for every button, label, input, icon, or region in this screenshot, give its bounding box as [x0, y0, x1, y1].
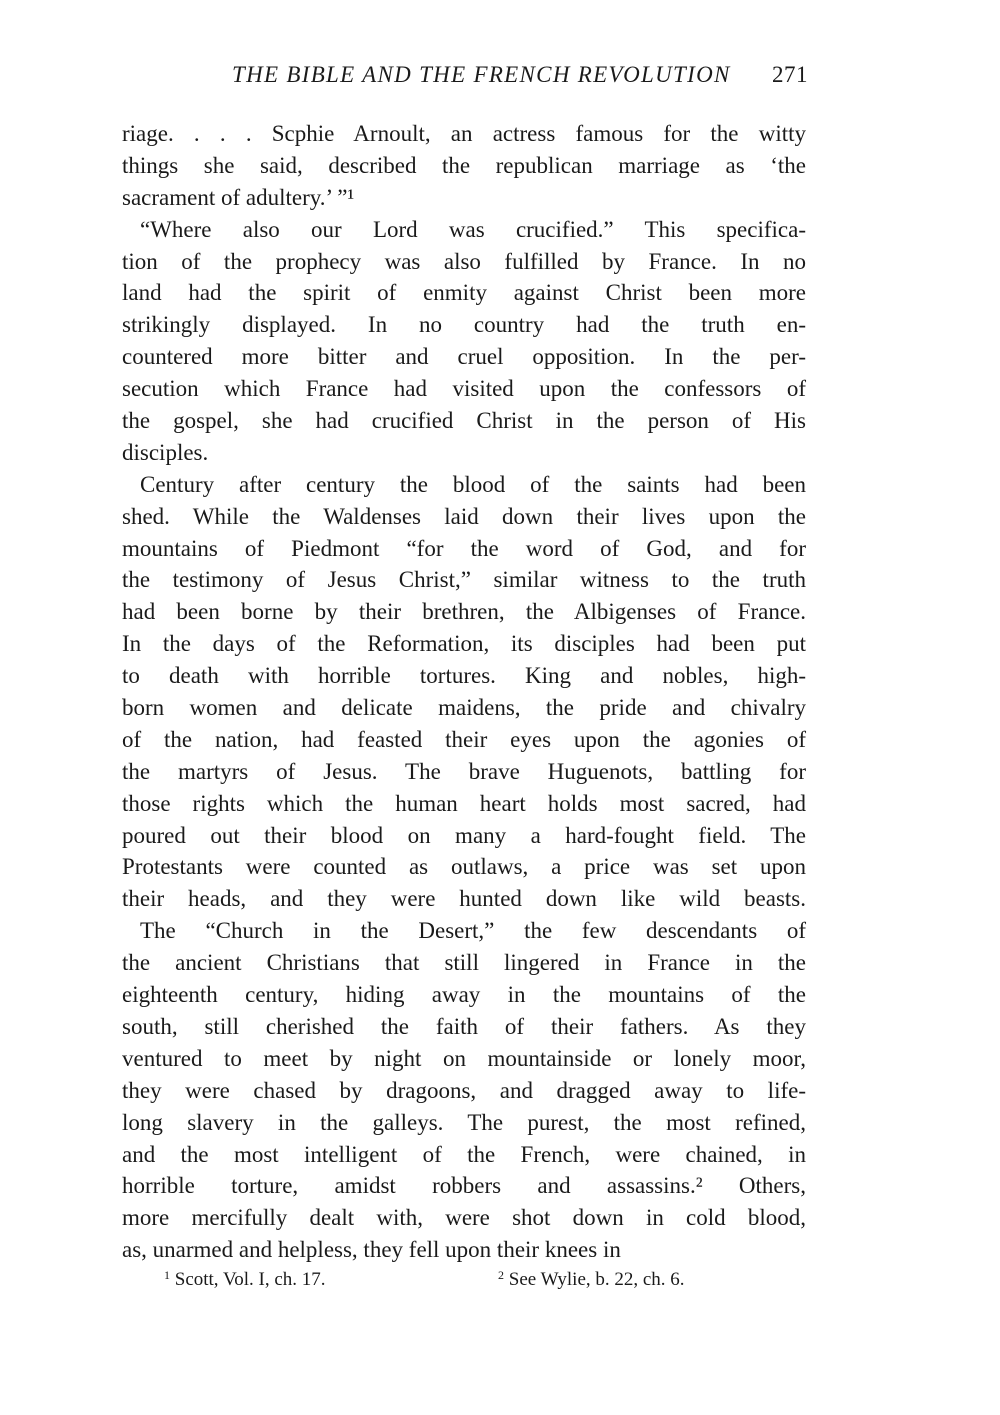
text-line: and the most intelligent of the French, were chained, in: [122, 1141, 806, 1167]
text-line: land had the spirit of enmity against Christ been more: [122, 280, 806, 306]
footnote-text: Scott, Vol. I, ch. 17.: [174, 1269, 326, 1290]
footnote-mark: 1: [164, 1268, 170, 1282]
text-line: to death with horrible tortures. King and nobles, high-: [122, 663, 806, 689]
text-line: Protestants were counted as outlaws, a price was set upon: [122, 854, 806, 880]
text-line: riage. . . . Scphie Arnoult, an actress famous for the witty: [122, 121, 806, 146]
text-line: the testimony of Jesus Christ,” similar witness to the truth: [122, 567, 806, 593]
text-line: their heads, and they were hunted down like wild beasts.: [122, 886, 806, 912]
text-line: sacrament of adultery.’ ”¹: [122, 184, 355, 210]
body-text: [122, 118, 806, 1266]
text-line: as, unarmed and helpless, they fell upon their knees in: [122, 1237, 621, 1263]
text-line: south, still cherished the faith of their fathers. As they: [122, 1013, 806, 1039]
text-line: countered more bitter and cruel opposition. In the per-: [122, 344, 806, 370]
text-line: strikingly displayed. In no country had the truth en-: [122, 312, 806, 338]
text-line: mountains of Piedmont “for the word of God, and for: [122, 535, 806, 561]
text-line: secution which France had visited upon the confessors of: [122, 376, 806, 402]
paragraph: [122, 214, 806, 469]
running-title: THE BIBLE AND THE FRENCH REVOLUTION: [232, 62, 731, 87]
text-line: eighteenth century, hiding away in the mountains of the: [122, 982, 806, 1008]
text-line: the martyrs of Jesus. The brave Huguenots, battling for: [122, 758, 806, 784]
paragraph: [122, 915, 806, 1266]
footnote-text: See Wylie, b. 22, ch. 6.: [508, 1269, 685, 1290]
text-line: tion of the prophecy was also fulfilled by France. In no: [122, 248, 806, 274]
text-line: of the nation, had feasted their eyes upon the agonies of: [122, 726, 806, 752]
text-line: “Where also our Lord was crucified.” This specifica-: [140, 216, 806, 242]
footnote-2: [498, 1268, 685, 1291]
paragraph: [122, 118, 806, 214]
footnote-mark: 2: [498, 1268, 504, 1282]
text-line: things she said, described the republican marriage as ‘the: [122, 152, 806, 178]
running-header: [232, 62, 808, 96]
text-line: the ancient Christians that still lingered in France in the: [122, 950, 806, 976]
footnote-1: [164, 1268, 326, 1291]
text-line: The “Church in the Desert,” the few descendants of: [140, 918, 806, 944]
text-line: had been borne by their brethren, the Albigenses of France.: [122, 599, 806, 625]
text-line: born women and delicate maidens, the pride and chivalry: [122, 695, 806, 721]
text-line: those rights which the human heart holds most sacred, had: [122, 790, 806, 816]
text-line: disciples.: [122, 439, 209, 465]
text-line: long slavery in the galleys. The purest, the most refined,: [122, 1109, 806, 1135]
text-line: In the days of the Reformation, its disciples had been put: [122, 631, 806, 657]
text-line: shed. While the Waldenses laid down their lives upon the: [122, 503, 806, 529]
text-line: the gospel, she had crucified Christ in the person of His: [122, 408, 806, 434]
page-number: 271: [772, 62, 808, 87]
text-line: horrible torture, amidst robbers and assassins.² Others,: [122, 1173, 806, 1199]
text-line: ventured to meet by night on mountainside or lonely moor,: [122, 1045, 806, 1071]
text-line: poured out their blood on many a hard-fought field. The: [122, 822, 806, 848]
text-line: more mercifully dealt with, were shot down in cold blood,: [122, 1205, 806, 1231]
text-line: they were chased by dragoons, and dragged away to life-: [122, 1077, 806, 1103]
paragraph: [122, 469, 806, 915]
text-line: Century after century the blood of the saints had been: [140, 471, 806, 497]
